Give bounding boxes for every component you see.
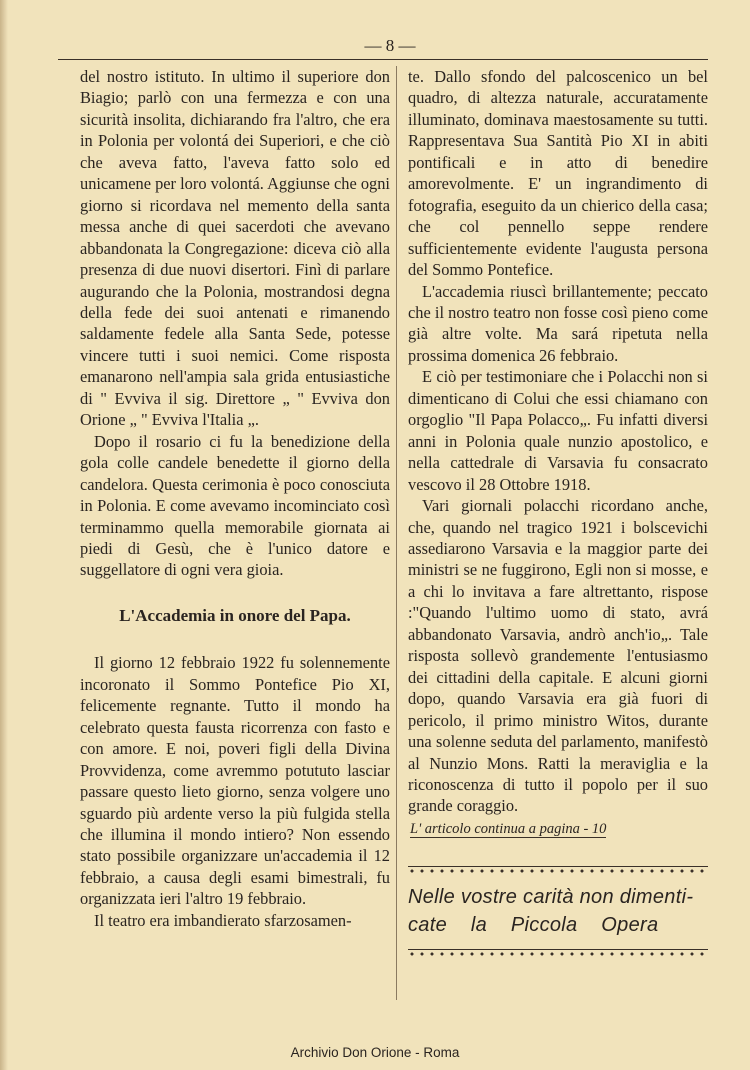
- paragraph: Vari giornali polacchi ricordano anche, che, quando nel tragico 1921 i bolscevichi assediarono Varsavia e la maggior parte dei ministri se ne fuggirono, Egli non si mosse, e a chi lo invitava a fare altrettanto, rispose :"Quando l'ultimo uomo di stato, avrá abbandonato Varsavia, andrò anch'io„. Tale risposta sollevò grandemente l'entusiasmo dei cittadini della capitale. E alcuni giorni dopo, quando Varsavia era già fuori di pericolo, il primo ministro Witos, durante una solenne seduta del parlamento, manifestò al Nunzio Mons. Ratti la meraviglia e la riconoscenza di tutto il popolo per il suo grande coraggio.: [408, 496, 708, 816]
- paragraph: Il giorno 12 febbraio 1922 fu solennemente incoronato il Sommo Pontefice Pio XI, felicemente regnante. Tutto il mondo ha celebrato questa fausta ricorrenza con fasto e con amore. E noi, poveri figli della Divina Provvidenza, come avremmo potututo lasciar passare questo lieto giorno, senza volgere uno sguardo più ardente verso la più fulgida stella che illumina il mondo intiero? Non essendo stato possibile organizzare un'accademia il 12 febbraio, a causa degli esami bimestrali, fu organizzata ieri l'altro 19 febbraio.: [80, 653, 390, 909]
- paragraph: L'accademia riuscì brillantemente; peccato che il nostro teatro non fosse così pieno come già altre volte. Ma sará ripetuta nella prossima domenica 26 febbraio.: [408, 281, 708, 365]
- continuation-note: [408, 819, 708, 840]
- paragraph: te. Dallo sfondo del palcoscenico un bel quadro, di altezza naturale, accuratamente illuminato, dominava maestosamente su tutti. Rappresentava Sua Santità Pio XI in abiti pontificali e in atto di benedire amorevolmente. E' un ingrandimento di fotografia, eseguito da un chierico della casa; che col pennello seppe rendere sufficientemente evidente l'augusta persona del Sommo Pontefice.: [408, 67, 708, 280]
- appeal-line-2: cate la Piccola Opera: [408, 914, 659, 937]
- right-column: [408, 66, 708, 958]
- paragraph: Il teatro era imbandierato sfarzosamen-: [94, 910, 352, 930]
- section-title: L'Accademia in onore del Papa.: [119, 605, 351, 625]
- paragraph: del nostro istituto. In ultimo il superiore don Biagio; parlò con una fermezza e con una sicurità insolita, dichiarando fra l'altro, che era in Polonia per volontá dei Superiori, e che ciò che aveva fatto, l'aveva fatto solo ed unicamene per loro volontá. Aggiunse che ogni giorno si ricordava nel memento della santa messa anche di quei sacerdoti che avevano abbandonata la Congregazione: diceva ciò alla presenza di due nuovi disertori. Finì di parlare augurando che la Polonia, mostrandosi degna della fede dei suoi antenati e rimanendo saldamente fedele alla Santa Sede, potesse vincere tutti i suoi nemici. Come risposta emanarono nell'ampia sala grida entusiastiche di " Evviva il sig. Direttore „ " Evviva don Orione „ " Evviva l'Italia „.: [80, 67, 390, 430]
- ornament-rule-bottom: [408, 949, 708, 958]
- continuation-note-text: L' articolo continua a pagina - 10: [410, 820, 607, 837]
- paragraph: Dopo il rosario ci fu la benedizione della gola colle candele benedette il giorno della candelora. Questa cerimonia è poco conosciuta in Polonia. E come avevamo incominciato così terminammo quella memorabile giornata ai piedi di Gesù, che è l'unico datore e suggellatore di ogni vera gioia.: [80, 431, 390, 580]
- appeal-box: [408, 883, 708, 939]
- archive-footer: Archivio Don Orione - Roma: [290, 1045, 460, 1060]
- page-number: — 8 —: [364, 36, 416, 55]
- ornament-rule-top: [408, 866, 708, 875]
- header-rule: [58, 59, 708, 60]
- left-column: [80, 66, 390, 931]
- appeal-line-1: Nelle vostre carità non dimenti-: [408, 886, 694, 909]
- page-edge-shadow: [0, 0, 8, 1070]
- column-divider: [396, 66, 397, 1000]
- paragraph: E ciò per testimoniare che i Polacchi non si dimenticano di Colui che essi chiamano con orgoglio "Il Papa Polacco„. Fu infatti diversi anni in Polonia quale nunzio apostolico, e nella cattedrale di Varsavia fu consacrato vescovo il 28 Ottobre 1918.: [408, 367, 708, 494]
